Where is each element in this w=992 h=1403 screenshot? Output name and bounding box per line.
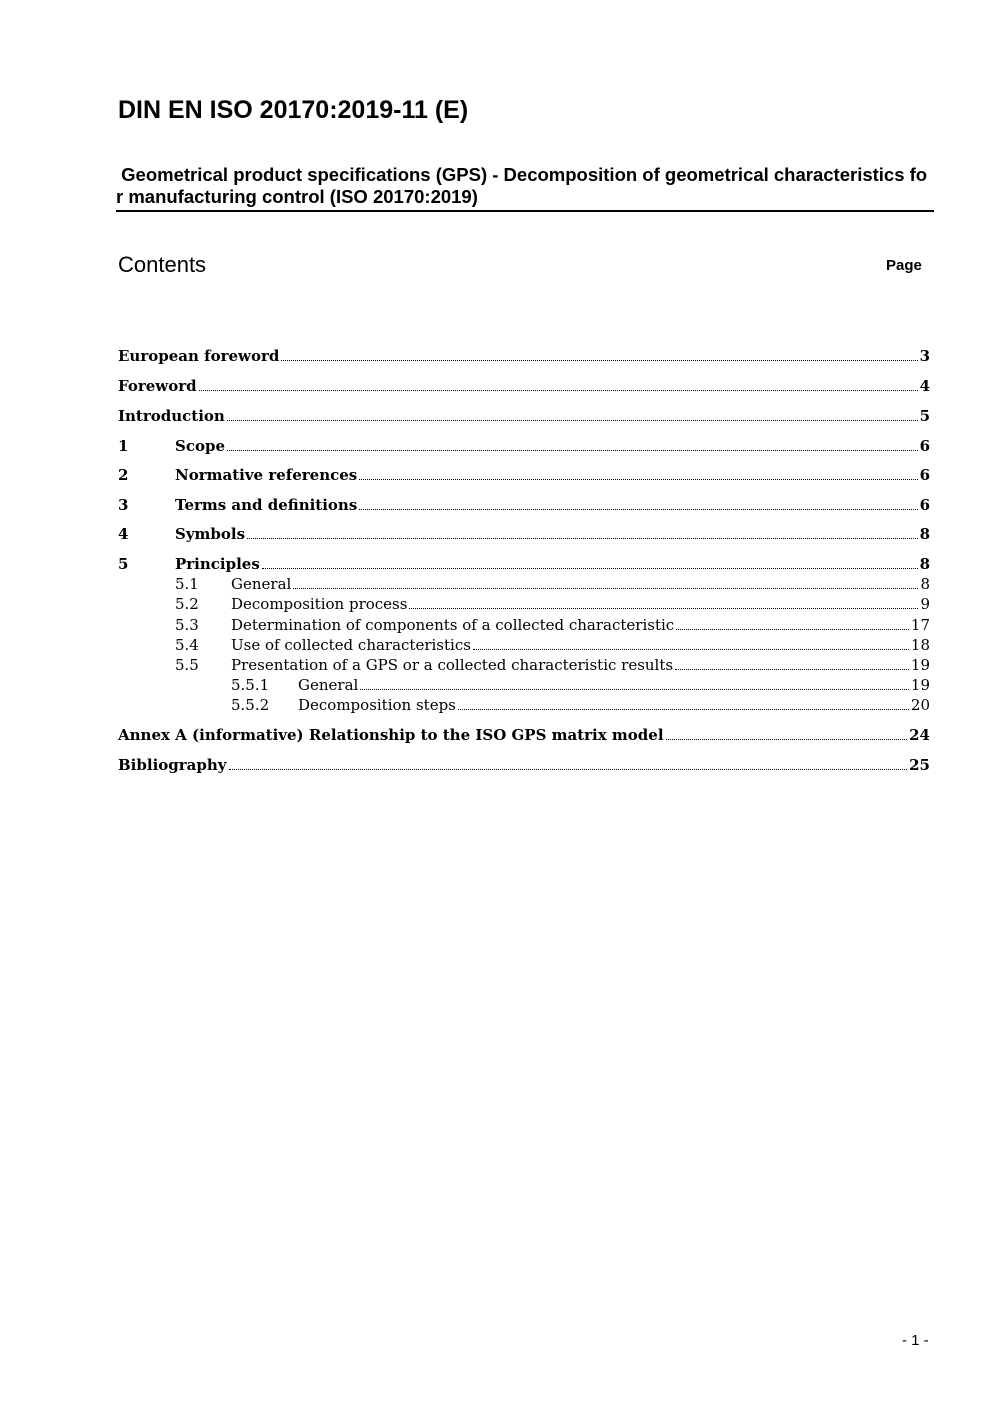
toc-entry-number: 5 <box>118 555 129 573</box>
toc-entry-principles[interactable] <box>118 554 930 574</box>
toc-leader-dots <box>675 669 909 670</box>
toc-entry-introduction[interactable] <box>118 406 930 426</box>
toc-entry-number: 2 <box>118 466 129 484</box>
toc-leader-dots <box>281 360 917 361</box>
toc-entry-text: Normative references <box>175 466 358 484</box>
toc-entry-number: 5.5.2 <box>231 696 270 714</box>
toc-entry-page: 5 <box>919 407 930 425</box>
toc-entry-number: 5.1 <box>175 575 199 593</box>
toc-entry-page: 6 <box>919 466 930 484</box>
toc-entry-5-2-decomposition-process[interactable] <box>175 594 930 614</box>
toc-entry-page: 8 <box>919 555 930 573</box>
toc-entry-number: 5.5 <box>175 656 199 674</box>
toc-entry-page: 6 <box>919 496 930 514</box>
toc-entry-text: Terms and definitions <box>175 496 358 514</box>
toc-entry-page: 8 <box>920 575 930 593</box>
toc-leader-dots <box>359 509 917 510</box>
toc-entry-symbols[interactable] <box>118 524 930 544</box>
toc-entry-number: 1 <box>118 437 129 455</box>
page-number: - 1 - <box>902 1332 929 1349</box>
toc-entry-text: Decomposition process <box>231 595 408 613</box>
toc-entry-text: Foreword <box>118 377 197 395</box>
document-title: DIN EN ISO 20170:2019-11 (E) <box>118 96 469 124</box>
toc-entry-text: Symbols <box>175 525 246 543</box>
toc-entry-5-5-2-decomposition-steps[interactable] <box>231 695 930 715</box>
toc-leader-dots <box>247 538 918 539</box>
toc-entry-european-foreword[interactable] <box>118 346 930 366</box>
toc-leader-dots <box>676 629 909 630</box>
toc-entry-number: 4 <box>118 525 129 543</box>
toc-entry-terms-and-definitions[interactable] <box>118 495 930 515</box>
toc-entry-text: Annex A (informative) Relationship to the ISO GPS matrix model <box>118 726 664 744</box>
toc-entry-number: 5.4 <box>175 636 199 654</box>
toc-entry-page: 19 <box>910 656 930 674</box>
toc-leader-dots <box>227 450 918 451</box>
toc-leader-dots <box>458 709 909 710</box>
toc-entry-annex-a[interactable] <box>118 725 930 745</box>
toc-entry-number: 3 <box>118 496 129 514</box>
toc-entry-number: 5.2 <box>175 595 199 613</box>
toc-entry-text: Use of collected characteristics <box>231 636 471 654</box>
toc-entry-text: Bibliography <box>118 756 227 774</box>
toc-leader-dots <box>229 769 908 770</box>
toc-leader-dots <box>409 608 918 609</box>
toc-entry-number: 5.3 <box>175 616 199 634</box>
toc-entry-normative-references[interactable] <box>118 465 930 485</box>
toc-entry-number: 5.5.1 <box>231 676 270 694</box>
toc-entry-page: 9 <box>920 595 930 613</box>
toc-leader-dots <box>227 420 918 421</box>
toc-entry-page: 18 <box>910 636 930 654</box>
toc-entry-page: 3 <box>919 347 930 365</box>
toc-entry-page: 20 <box>910 696 930 714</box>
toc-leader-dots <box>359 479 917 480</box>
toc-entry-page: 19 <box>910 676 930 694</box>
toc-entry-page: 6 <box>919 437 930 455</box>
toc-entry-5-3-determination-of-components[interactable] <box>175 615 930 635</box>
toc-entry-text: Introduction <box>118 407 225 425</box>
toc-entry-page: 24 <box>909 726 930 744</box>
toc-entry-5-5-1-general[interactable] <box>231 675 930 695</box>
toc-entry-scope[interactable] <box>118 436 930 456</box>
toc-entry-5-4-use-of-collected-characteristics[interactable] <box>175 635 930 655</box>
toc-leader-dots <box>666 739 908 740</box>
toc-entry-text: European foreword <box>118 347 280 365</box>
toc-leader-dots <box>293 588 918 589</box>
toc-entry-text: Scope <box>175 437 226 455</box>
toc-entry-text: Presentation of a GPS or a collected characteristic results <box>231 656 674 674</box>
toc-entry-text: Determination of components of a collected characteristic <box>231 616 675 634</box>
toc-entry-foreword[interactable] <box>118 376 930 396</box>
toc-entry-text: General <box>298 676 359 694</box>
document-subtitle: Geometrical product specifications (GPS) - Decomposition of geometrical characteristics for manufacturing control (ISO 20170:2019) <box>116 164 934 212</box>
contents-heading: Contents <box>118 252 207 277</box>
toc-leader-dots <box>199 390 918 391</box>
toc-leader-dots <box>360 689 909 690</box>
toc-entry-page: 8 <box>919 525 930 543</box>
toc-entry-text: General <box>231 575 292 593</box>
toc-entry-5-1-general[interactable] <box>175 574 930 594</box>
toc-leader-dots <box>262 568 918 569</box>
toc-entry-text: Principles <box>175 555 260 573</box>
toc-entry-page: 17 <box>910 616 930 634</box>
toc-leader-dots <box>473 649 909 650</box>
toc-entry-page: 25 <box>909 756 930 774</box>
toc-entry-text: Decomposition steps <box>298 696 456 714</box>
toc-entry-page: 4 <box>919 377 930 395</box>
toc-entry-bibliography[interactable] <box>118 755 930 775</box>
page-column-label: Page <box>886 257 922 274</box>
toc-entry-5-5-presentation[interactable] <box>175 655 930 675</box>
